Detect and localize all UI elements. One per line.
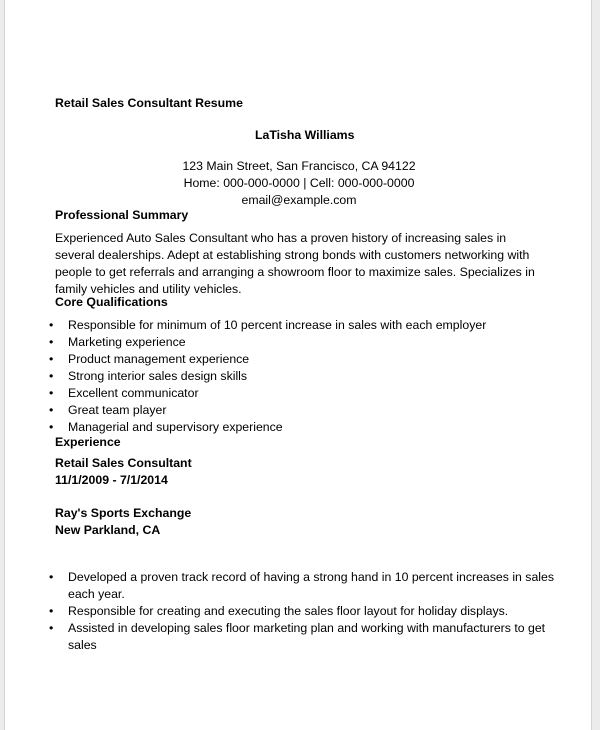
summary-paragraph: Experienced Auto Sales Consultant who has a proven history of increasing sales in several dealerships. Adept at establishing strong bonds with customers networking with people to get referrals and arranging a showroom floor to maximize sales. Specializes in family vehicles and utility vehicles.: [55, 231, 535, 296]
list-item: [5, 385, 565, 402]
bullet-icon: •: [49, 420, 54, 434]
bullet-icon: •: [49, 386, 54, 400]
list-item: [5, 603, 565, 620]
job-dates: 11/1/2009 - 7/1/2014: [55, 473, 168, 487]
employer-location: New Parkland, CA: [55, 523, 161, 537]
employer-name: Ray's Sports Exchange: [55, 506, 192, 520]
qualifications-list: [5, 317, 565, 436]
bullet-icon: •: [49, 604, 54, 618]
summary-heading: Professional Summary: [55, 208, 189, 222]
qualification-text: Responsible for minimum of 10 percent increase in sales with each employer: [68, 318, 487, 332]
list-item: [5, 569, 565, 603]
bullet-icon: •: [49, 335, 54, 349]
document-page: [4, 0, 592, 730]
list-item: [5, 620, 565, 654]
list-item: [5, 351, 565, 368]
duty-text: Responsible for creating and executing the sales floor layout for holiday displays.: [68, 604, 509, 618]
bullet-icon: •: [49, 570, 54, 584]
list-item: [5, 334, 565, 351]
contact-email: email@example.com: [241, 193, 357, 207]
candidate-name: LaTisha Williams: [255, 128, 355, 142]
contact-phones: Home: 000-000-0000 | Cell: 000-000-0000: [183, 176, 415, 190]
bullet-icon: •: [49, 318, 54, 332]
bullet-icon: •: [49, 403, 54, 417]
qualification-text: Excellent communicator: [68, 386, 199, 400]
duty-text: Assisted in developing sales floor marketing plan and working with manufacturers to get sales: [68, 621, 546, 652]
qualification-text: Product management experience: [68, 352, 250, 366]
qualification-text: Great team player: [68, 403, 167, 417]
qualification-text: Marketing experience: [68, 335, 186, 349]
job-title: Retail Sales Consultant: [55, 456, 192, 470]
resume-title: Retail Sales Consultant Resume: [55, 96, 243, 110]
list-item: [5, 317, 565, 334]
bullet-icon: •: [49, 352, 54, 366]
duty-text: Developed a proven track record of having a strong hand in 10 percent increases in sales each year.: [68, 570, 555, 601]
bullet-icon: •: [49, 621, 54, 635]
experience-heading: Experience: [55, 435, 121, 449]
list-item: [5, 368, 565, 385]
qualifications-heading: Core Qualifications: [55, 295, 168, 309]
contact-address: 123 Main Street, San Francisco, CA 94122: [182, 159, 416, 173]
qualification-text: Managerial and supervisory experience: [68, 420, 283, 434]
bullet-icon: •: [49, 369, 54, 383]
qualification-text: Strong interior sales design skills: [68, 369, 248, 383]
job-duties-list: [5, 569, 565, 654]
list-item: [5, 402, 565, 419]
